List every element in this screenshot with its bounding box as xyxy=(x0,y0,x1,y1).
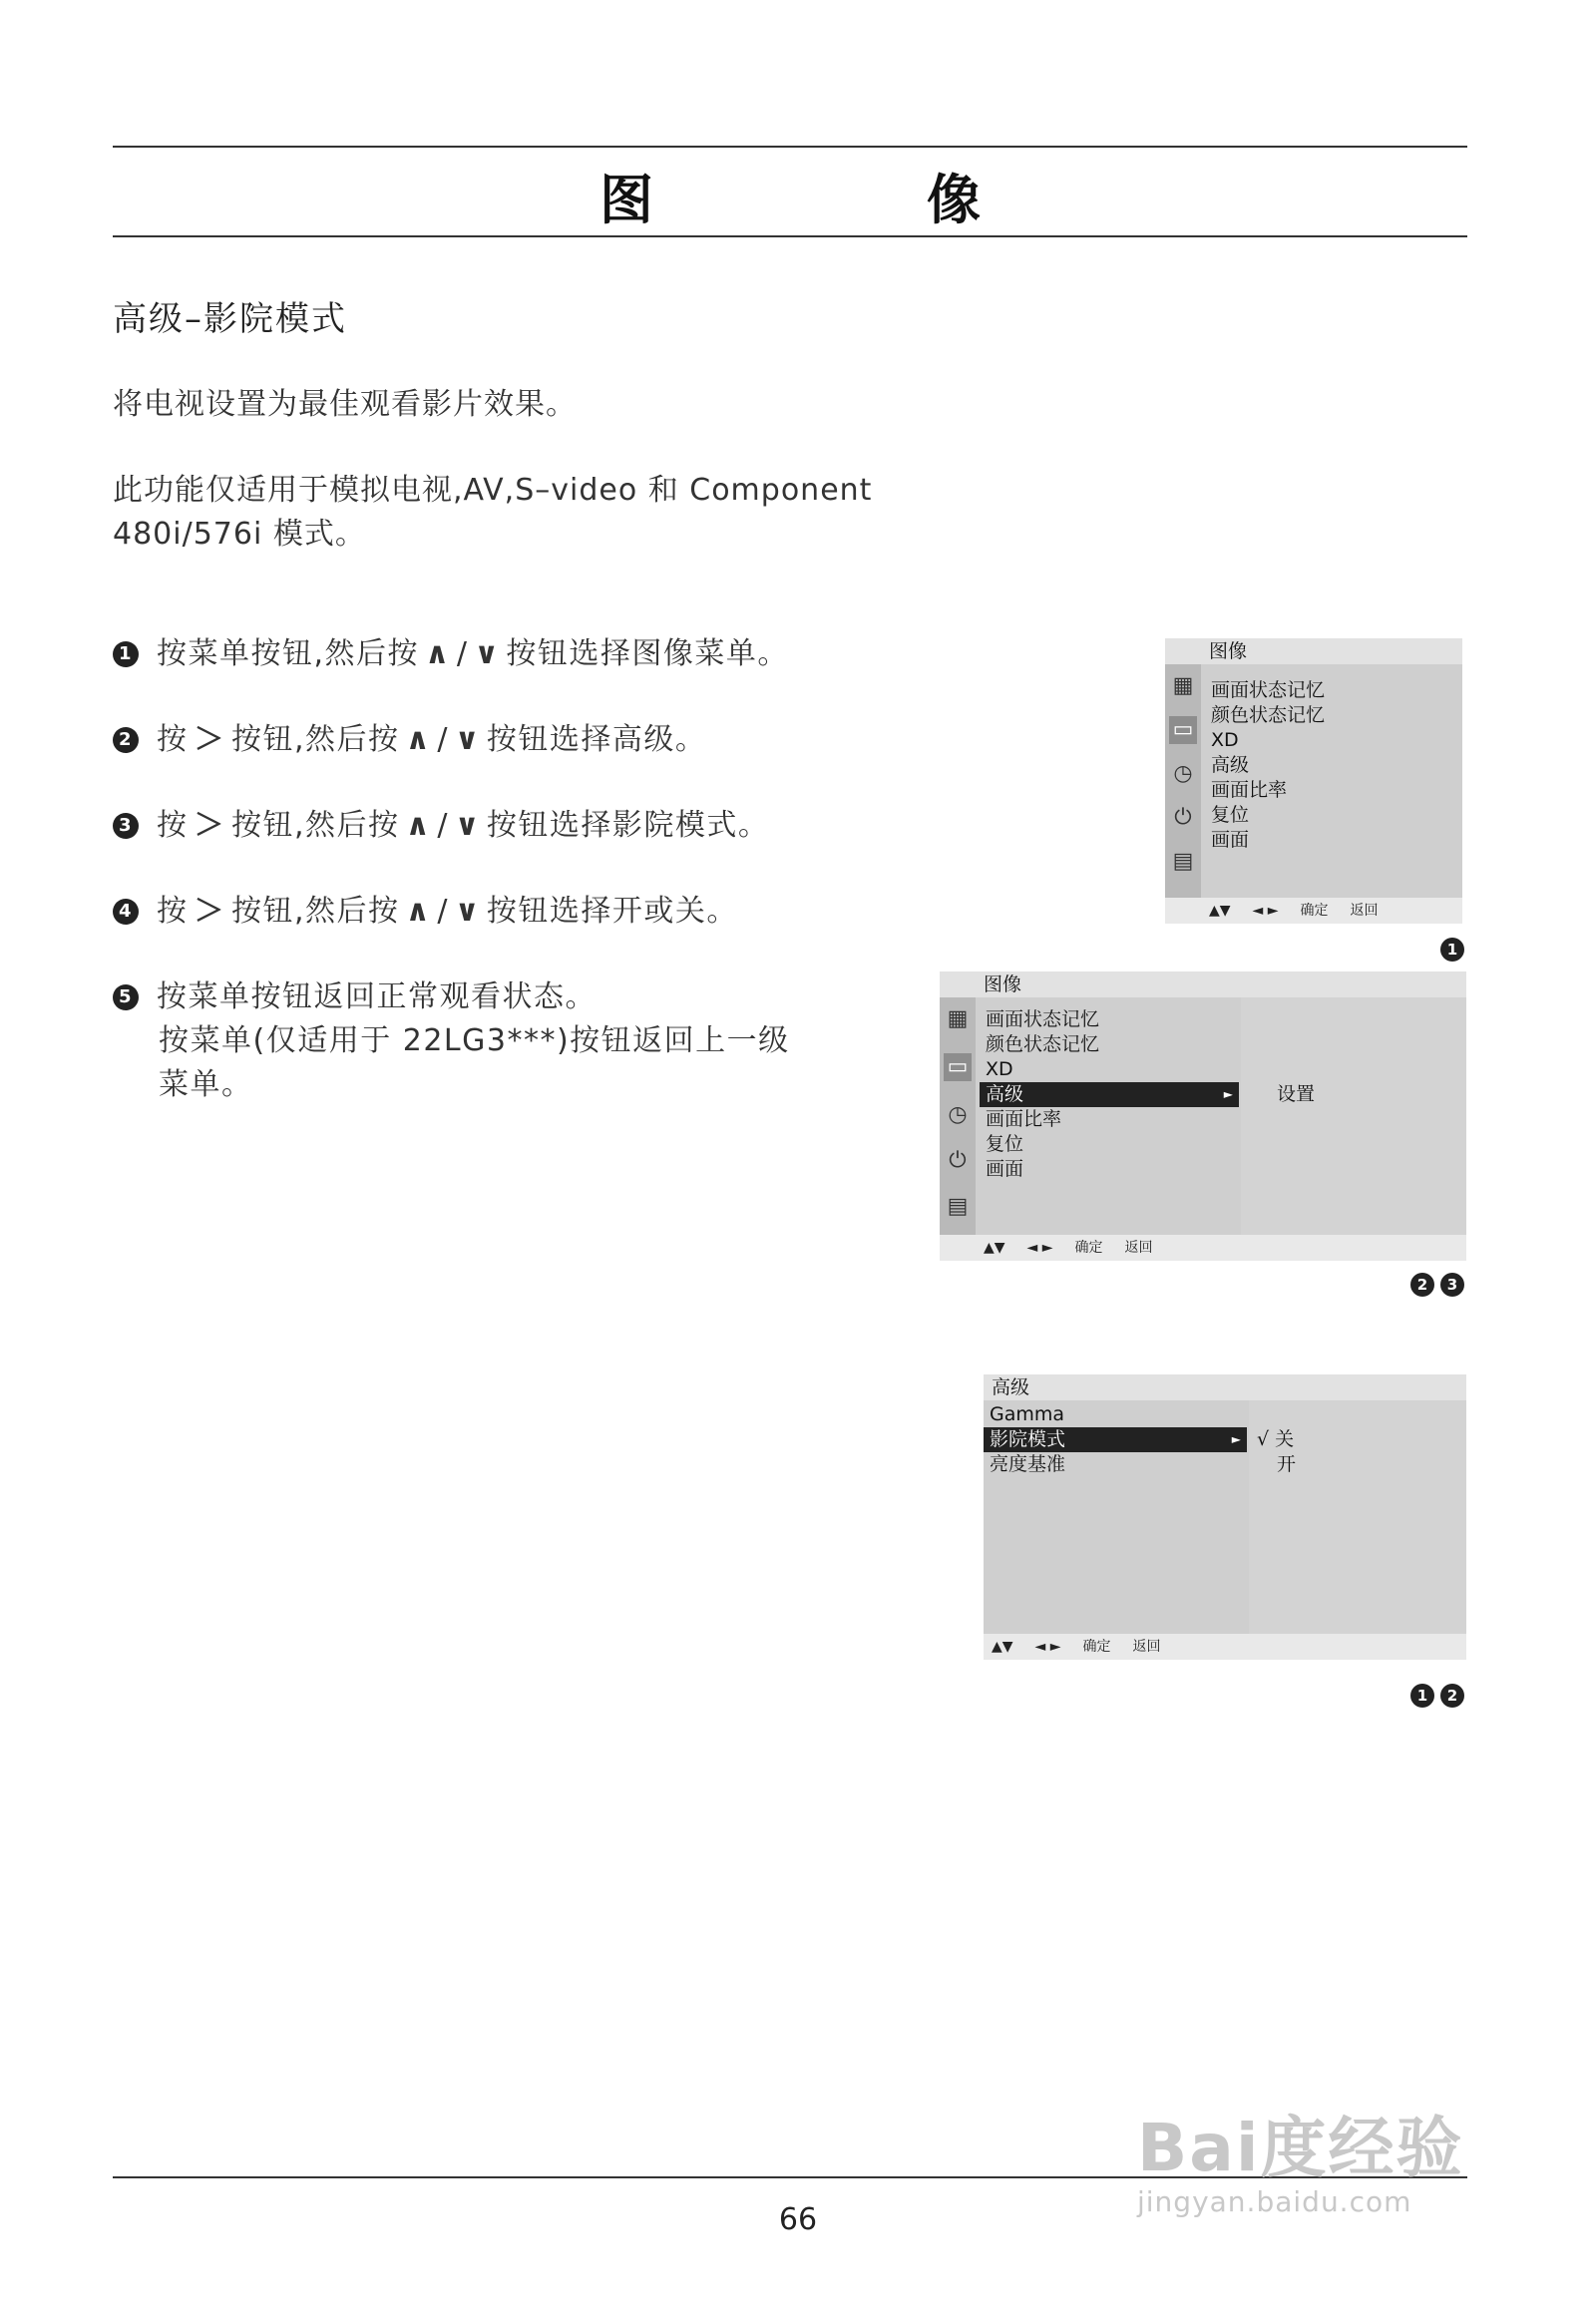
menu-list xyxy=(980,1007,1239,1182)
step-mark: 3 xyxy=(1440,1273,1464,1297)
right-arrow-glyph: ＞ xyxy=(194,894,225,929)
top-rule xyxy=(113,146,1467,148)
step-number-3: 3 xyxy=(113,813,139,839)
title-rule xyxy=(113,235,1467,237)
clock-icon: ◷ xyxy=(948,1102,968,1127)
menu-title: 图像 xyxy=(1165,638,1462,664)
step-mark: 1 xyxy=(1410,1684,1434,1708)
menu-picture-2 xyxy=(940,971,1466,1261)
menu-item-selected[interactable]: 高级 ► xyxy=(980,1082,1239,1107)
menu-item[interactable]: 画面比率 xyxy=(986,1108,1062,1130)
menu-title: 图像 xyxy=(940,971,1466,997)
menu-list xyxy=(1205,678,1454,853)
picture-icon: ▦ xyxy=(947,1006,969,1031)
page-title: 图 像 xyxy=(599,169,1090,231)
submenu-item[interactable]: 设置 xyxy=(1277,1083,1316,1105)
page-number: 66 xyxy=(778,2202,818,2237)
watermark-url: jingyan.baidu.com xyxy=(1137,2185,1412,2218)
step-1: 1 按菜单按钮,然后按 ∧ / ∨ 按钮选择图像菜单。 xyxy=(113,632,901,676)
section-heading: 高级–影院模式 xyxy=(113,299,347,339)
menu-item[interactable]: 颜色状态记忆 xyxy=(1211,704,1326,726)
menu-item[interactable]: 复位 xyxy=(1211,804,1250,826)
section-note xyxy=(113,469,872,557)
menu-footer: ▲▼ ◄ ► 确定 返回 xyxy=(1165,898,1462,924)
menu-list xyxy=(984,1402,1247,1477)
menu-item[interactable]: 画面状态记忆 xyxy=(1211,679,1326,701)
right-arrow-glyph: ＞ xyxy=(194,722,225,757)
power-icon: ⏻ xyxy=(949,1148,967,1173)
step-number-1: 1 xyxy=(113,641,139,667)
step-mark: 2 xyxy=(1440,1684,1464,1708)
menu-item[interactable]: XD xyxy=(986,1058,1013,1080)
down-arrow-glyph: ∨ xyxy=(455,722,481,757)
down-arrow-glyph: ∨ xyxy=(455,808,481,843)
up-arrow-glyph: ∧ xyxy=(405,808,432,843)
menu-item[interactable]: 画面比率 xyxy=(1211,779,1288,801)
submenu-panel xyxy=(1241,997,1466,1235)
up-arrow-glyph: ∧ xyxy=(405,722,432,757)
step-mark: 1 xyxy=(1440,938,1464,962)
step-number-2: 2 xyxy=(113,727,139,753)
menu-footer: ▲▼ ◄ ► 确定 返回 xyxy=(984,1634,1466,1660)
options-panel xyxy=(1249,1400,1466,1634)
watermark-logo: Bai度经验 xyxy=(1137,2110,1464,2186)
down-arrow-glyph: ∨ xyxy=(474,636,501,671)
step-number-5: 5 xyxy=(113,984,139,1010)
menu-item[interactable]: 颜色状态记忆 xyxy=(986,1033,1100,1055)
menu-item[interactable]: Gamma xyxy=(990,1403,1065,1425)
clock-icon: ◷ xyxy=(1173,761,1193,786)
watermark xyxy=(1137,2095,1463,2218)
menu-footer: ▲▼ ◄ ► 确定 返回 xyxy=(940,1235,1466,1261)
lock-icon: ▤ xyxy=(947,1194,969,1219)
menu-item[interactable]: 复位 xyxy=(986,1133,1024,1155)
up-arrow-glyph: ∧ xyxy=(425,636,451,671)
step-5: 5 按菜单按钮返回正常观看状态。 按菜单(仅适用于 22LG3***)按钮返回上一级 菜单。 xyxy=(113,975,901,1107)
menu-picture-1 xyxy=(1165,638,1462,924)
power-icon: ⏻ xyxy=(1174,805,1192,830)
screen-icon: ▭ xyxy=(944,1053,972,1081)
menu2-step-marks xyxy=(1404,1273,1464,1297)
step-2: 2 按 ＞ 按钮,然后按 ∧ / ∨ 按钮选择高级。 xyxy=(113,718,901,762)
down-arrow-glyph: ∨ xyxy=(455,894,481,929)
option-off[interactable]: √ 关 xyxy=(1257,1428,1295,1450)
up-arrow-glyph: ∧ xyxy=(405,894,432,929)
step-3: 3 按 ＞ 按钮,然后按 ∧ / ∨ 按钮选择影院模式。 xyxy=(113,804,901,848)
menu-title: 高级 xyxy=(984,1374,1466,1400)
menu-item[interactable]: 画面 xyxy=(1211,829,1250,851)
menu3-step-marks xyxy=(1404,1684,1464,1708)
menu-item[interactable]: XD xyxy=(1211,729,1239,751)
submenu-arrow-icon: ► xyxy=(1231,1432,1241,1446)
option-on[interactable]: 开 xyxy=(1277,1453,1297,1475)
step-4: 4 按 ＞ 按钮,然后按 ∧ / ∨ 按钮选择开或关。 xyxy=(113,890,901,934)
menu-item[interactable]: 画面 xyxy=(986,1158,1024,1180)
menu-item[interactable]: 高级 xyxy=(1211,754,1250,776)
section-note-line1: 此功能仅适用于模拟电视,AV,S–video 和 Component xyxy=(113,473,873,508)
menu-item-selected[interactable]: 影院模式 ► xyxy=(984,1427,1247,1452)
step-mark: 2 xyxy=(1410,1273,1434,1297)
section-note-line2: 480i/576i 模式。 xyxy=(113,517,366,552)
menu-item[interactable]: 画面状态记忆 xyxy=(986,1008,1100,1030)
right-arrow-glyph: ＞ xyxy=(194,808,225,843)
menu1-step-marks xyxy=(1434,938,1464,962)
section-description: 将电视设置为最佳观看影片效果。 xyxy=(113,387,577,422)
picture-icon: ▦ xyxy=(1172,673,1194,698)
step-number-4: 4 xyxy=(113,899,139,925)
menu-sidebar xyxy=(940,997,976,1235)
menu-advanced xyxy=(984,1374,1466,1660)
screen-icon: ▭ xyxy=(1169,716,1197,744)
menu-sidebar xyxy=(1165,664,1201,898)
submenu-arrow-icon: ► xyxy=(1223,1087,1233,1101)
menu-item[interactable]: 亮度基准 xyxy=(990,1453,1066,1475)
lock-icon: ▤ xyxy=(1172,849,1194,874)
